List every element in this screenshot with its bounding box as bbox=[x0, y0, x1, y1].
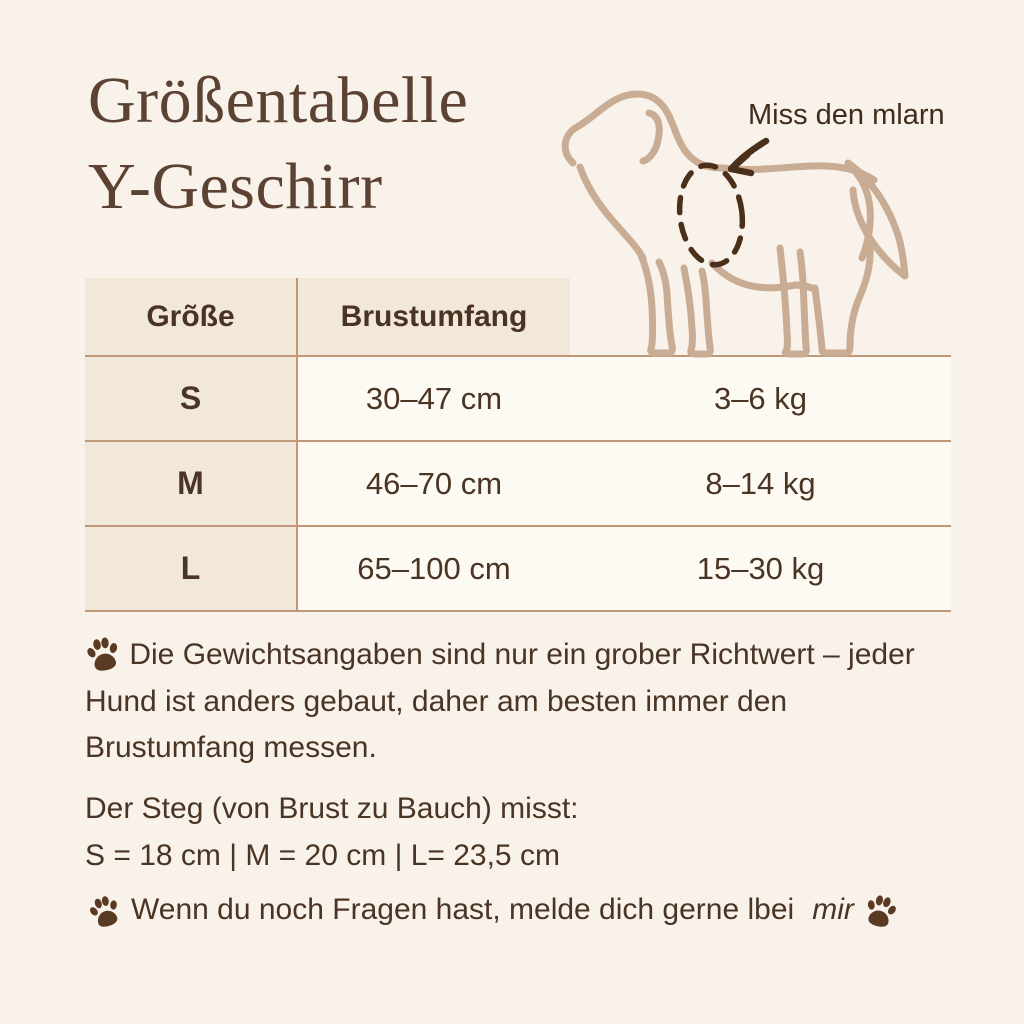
header-cell-size: Grõße bbox=[85, 278, 298, 357]
dog-tail bbox=[848, 163, 905, 276]
dog-chest-line bbox=[580, 167, 643, 258]
weight-cell-l: 15–30 kg bbox=[570, 527, 951, 612]
header-cell-weight bbox=[570, 278, 951, 357]
chest-measure-ellipse bbox=[674, 162, 748, 269]
chest-cell-l: 65–100 cm bbox=[298, 527, 570, 612]
size-table bbox=[85, 278, 951, 612]
paw-icon bbox=[88, 894, 121, 927]
size-cell-s: S bbox=[85, 357, 298, 442]
chest-cell-s: 30–47 cm bbox=[298, 357, 570, 442]
measure-label: Miss den mlarn bbox=[748, 99, 945, 131]
weight-cell-m: 8–14 kg bbox=[570, 442, 951, 527]
steg-note bbox=[85, 786, 965, 879]
dog-rump-line bbox=[852, 168, 870, 258]
paw-icon bbox=[864, 893, 898, 927]
measure-arrow-icon bbox=[731, 141, 766, 173]
paw-icon bbox=[85, 635, 121, 671]
page-title-line1: Größentabelle bbox=[88, 64, 469, 137]
page-title-line2: Y-Geschirr bbox=[88, 149, 383, 223]
weight-note bbox=[85, 632, 965, 772]
contact-note bbox=[88, 893, 988, 927]
dog-ear-line bbox=[643, 113, 659, 161]
size-cell-m: M bbox=[85, 442, 298, 527]
weight-cell-s: 3–6 kg bbox=[570, 357, 951, 442]
chest-cell-m: 46–70 cm bbox=[298, 442, 570, 527]
contact-note-emph: mir bbox=[812, 893, 854, 926]
steg-note-line1: Der Steg (von Brust zu Bauch) misst: bbox=[85, 792, 579, 825]
weight-note-text: Die Gewichtsangaben sind nur ein grober Richtwert – jeder Hund ist anders gebaut, daher am besten immer den Brustumfang messen. bbox=[85, 638, 915, 764]
steg-note-line2: S = 18 cm | M = 20 cm | L= 23,5 cm bbox=[85, 838, 560, 872]
page-title bbox=[88, 58, 468, 230]
header-cell-chest: Brustumfang bbox=[298, 278, 570, 357]
size-cell-l: L bbox=[85, 527, 298, 612]
contact-note-text: Wenn du noch Fragen hast, melde dich gerne lbei bbox=[131, 893, 795, 926]
